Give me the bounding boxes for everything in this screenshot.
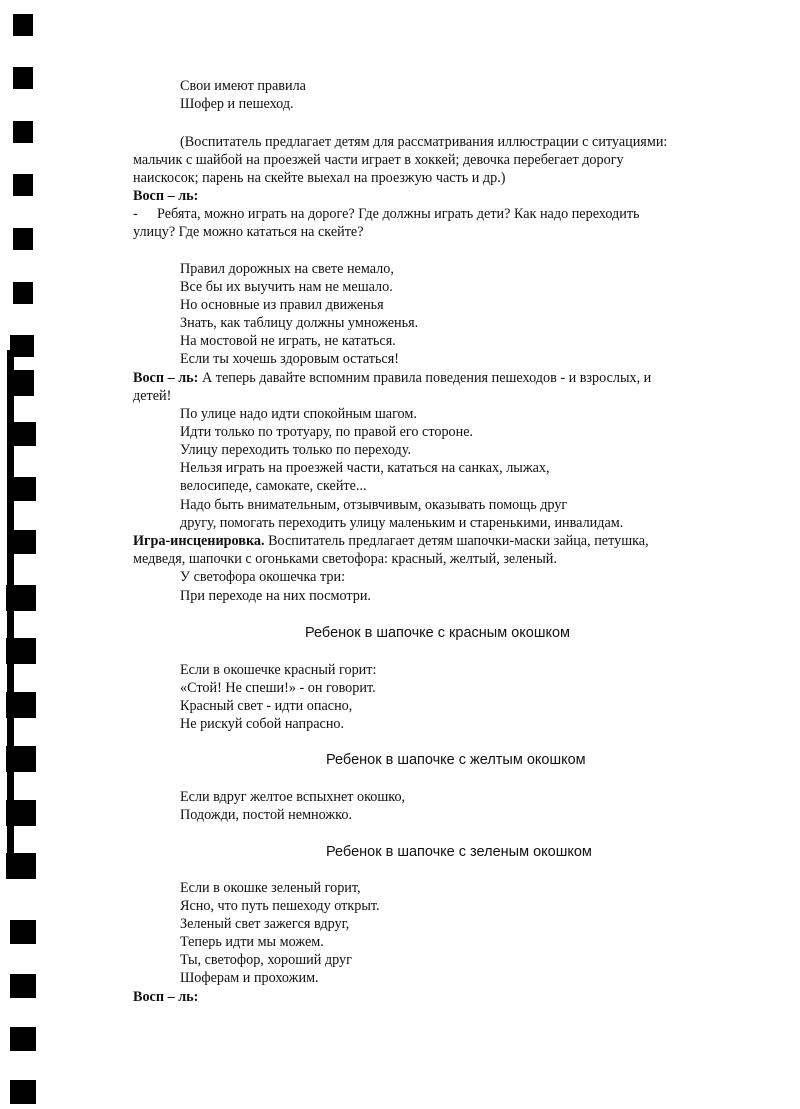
game-label: Игра-инсценировка. (133, 533, 265, 549)
verse-line: Зеленый свет зажегся вдруг, (180, 916, 350, 932)
poem-line: На мостовой не играть, не кататься. (180, 333, 396, 349)
speaker-label: Восп – ль: (133, 188, 199, 204)
question-line: улицу? Где можно кататься на скейте? (133, 224, 364, 240)
poem-line: Правил дорожных на свете немало, (180, 261, 394, 277)
game-text-cont: медведя, шапочки с огоньками светофора: красный, желтый, зеленый. (133, 551, 557, 567)
poem-line: Знать, как таблицу должны умноженья. (180, 315, 419, 331)
poem-line: При переходе на них посмотри. (180, 588, 371, 604)
rule-line: велосипеде, самокате, скейте... (180, 478, 367, 494)
verse-line: Подожди, постой немножко. (180, 807, 352, 823)
role-heading-red: Ребенок в шапочке с красным окошком (305, 625, 571, 641)
speaker-label: Восп – ль: (133, 989, 199, 1005)
poem-line: У светофора окошечка три: (180, 569, 346, 585)
role-heading-green: Ребенок в шапочке с зеленым окошком (326, 844, 592, 860)
verse-line: Не рискуй собой напрасно. (180, 716, 345, 732)
verse-line: Шоферам и прохожим. (180, 970, 319, 986)
speaker-paragraph (133, 369, 651, 387)
verse-line: Красный свет - идти опасно, (180, 698, 353, 714)
speaker-label: Восп – ль: (133, 370, 199, 386)
verse-line: Теперь идти мы можем. (180, 934, 324, 950)
game-text: Воспитатель предлагает детям шапочки-маски зайца, петушка, (264, 533, 649, 549)
rule-line: другу, помогать переходить улицу маленьким и старенькими, инвалидам. (180, 515, 624, 531)
verse-line: Ясно, что путь пешеходу открыт. (180, 898, 380, 914)
poem-line: Если ты хочешь здоровым остаться! (180, 351, 399, 367)
rule-line: Идти только по тротуару, по правой его стороне. (180, 424, 474, 440)
rule-line: По улице надо идти спокойным шагом. (180, 406, 417, 422)
paragraph-line: наискосок; парень на скейте выехал на проезжую часть и др.) (133, 170, 506, 186)
game-paragraph (133, 532, 649, 550)
rule-line: Надо быть внимательным, отзывчивым, оказывать помощь друг (180, 497, 568, 513)
question-line: Ребята, можно играть на дороге? Где должны играть дети? Как надо переходить (157, 206, 640, 222)
list-dash: - (133, 206, 138, 222)
speaker-text-cont: детей! (133, 388, 172, 404)
poem-line: Все бы их выучить нам не мешало. (180, 279, 393, 295)
paragraph-line: мальчик с шайбой на проезжей части играет в хоккей; девочка перебегает дорогу (133, 152, 624, 168)
poem-line: Но основные из правил движенья (180, 297, 384, 313)
verse-line: Ты, светофор, хороший друг (180, 952, 352, 968)
paragraph-line: (Воспитатель предлагает детям для рассматривания иллюстрации с ситуациями: (180, 134, 668, 150)
poem-line: Свои имеют правила (180, 78, 306, 94)
verse-line: «Стой! Не спеши!» - он говорит. (180, 680, 376, 696)
verse-line: Если в окошечке красный горит: (180, 662, 377, 678)
rule-line: Улицу переходить только по переходу. (180, 442, 411, 458)
role-heading-yellow: Ребенок в шапочке с желтым окошком (326, 752, 586, 768)
speaker-text: А теперь давайте вспомним правила поведения пешеходов - и взрослых, и (198, 370, 652, 386)
rule-line: Нельзя играть на проезжей части, кататься на санках, лыжах, (180, 460, 550, 476)
verse-line: Если в окошке зеленый горит, (180, 880, 361, 896)
poem-line: Шофер и пешеход. (180, 96, 294, 112)
verse-line: Если вдруг желтое вспыхнет окошко, (180, 789, 406, 805)
